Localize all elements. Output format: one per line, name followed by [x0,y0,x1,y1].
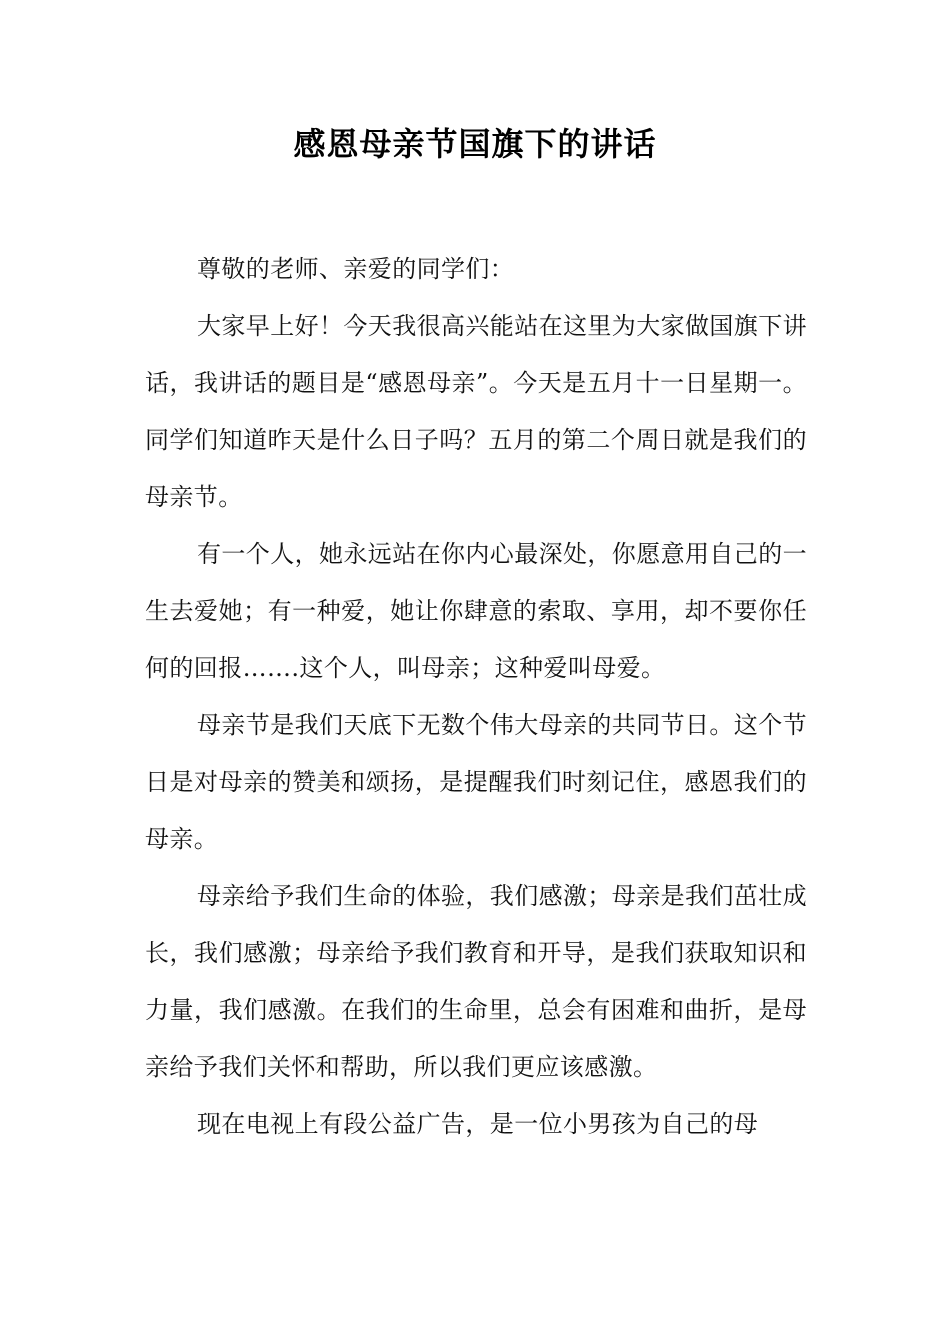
paragraph-tv-ad: 现在电视上有段公益广告，是一位小男孩为自己的母 [197,1110,759,1138]
paragraph-mothers-day: 母亲节是我们天底下无数个伟大母亲的共同节日。这个节日是对母亲的赞美和颂扬，是提醒我们时刻记住，感恩我们的母亲。 [145,711,807,853]
paragraph-opening: 大家早上好！今天我很高兴能站在这里为大家做国旗下讲话，我讲话的题目是“感恩母亲”。今天是五月十一日星期一。同学们知道昨天是什么日子吗？五月的第二个周日就是我们的母亲节。 [145,312,807,511]
page-title: 感恩母亲节国旗下的讲话 [293,125,657,163]
paragraph-gratitude: 母亲给予我们生命的体验，我们感激；母亲是我们茁壮成长，我们感激；母亲给予我们教育和开导，是我们获取知识和力量，我们感激。在我们的生命里，总会有困难和曲折，是母亲给予我们关怀和帮助，所以我们更应该感激。 [145,882,807,1081]
document-body [145,241,807,1153]
paragraph-mother-love: 有一个人，她永远站在你内心最深处，你愿意用自己的一生去爱她；有一种爱，她让你肆意的索取、享用，却不要你任何的回报…….这个人，叫母亲；这种爱叫母爱。 [145,540,807,682]
paragraph-greeting: 尊敬的老师、亲爱的同学们： [197,255,515,283]
